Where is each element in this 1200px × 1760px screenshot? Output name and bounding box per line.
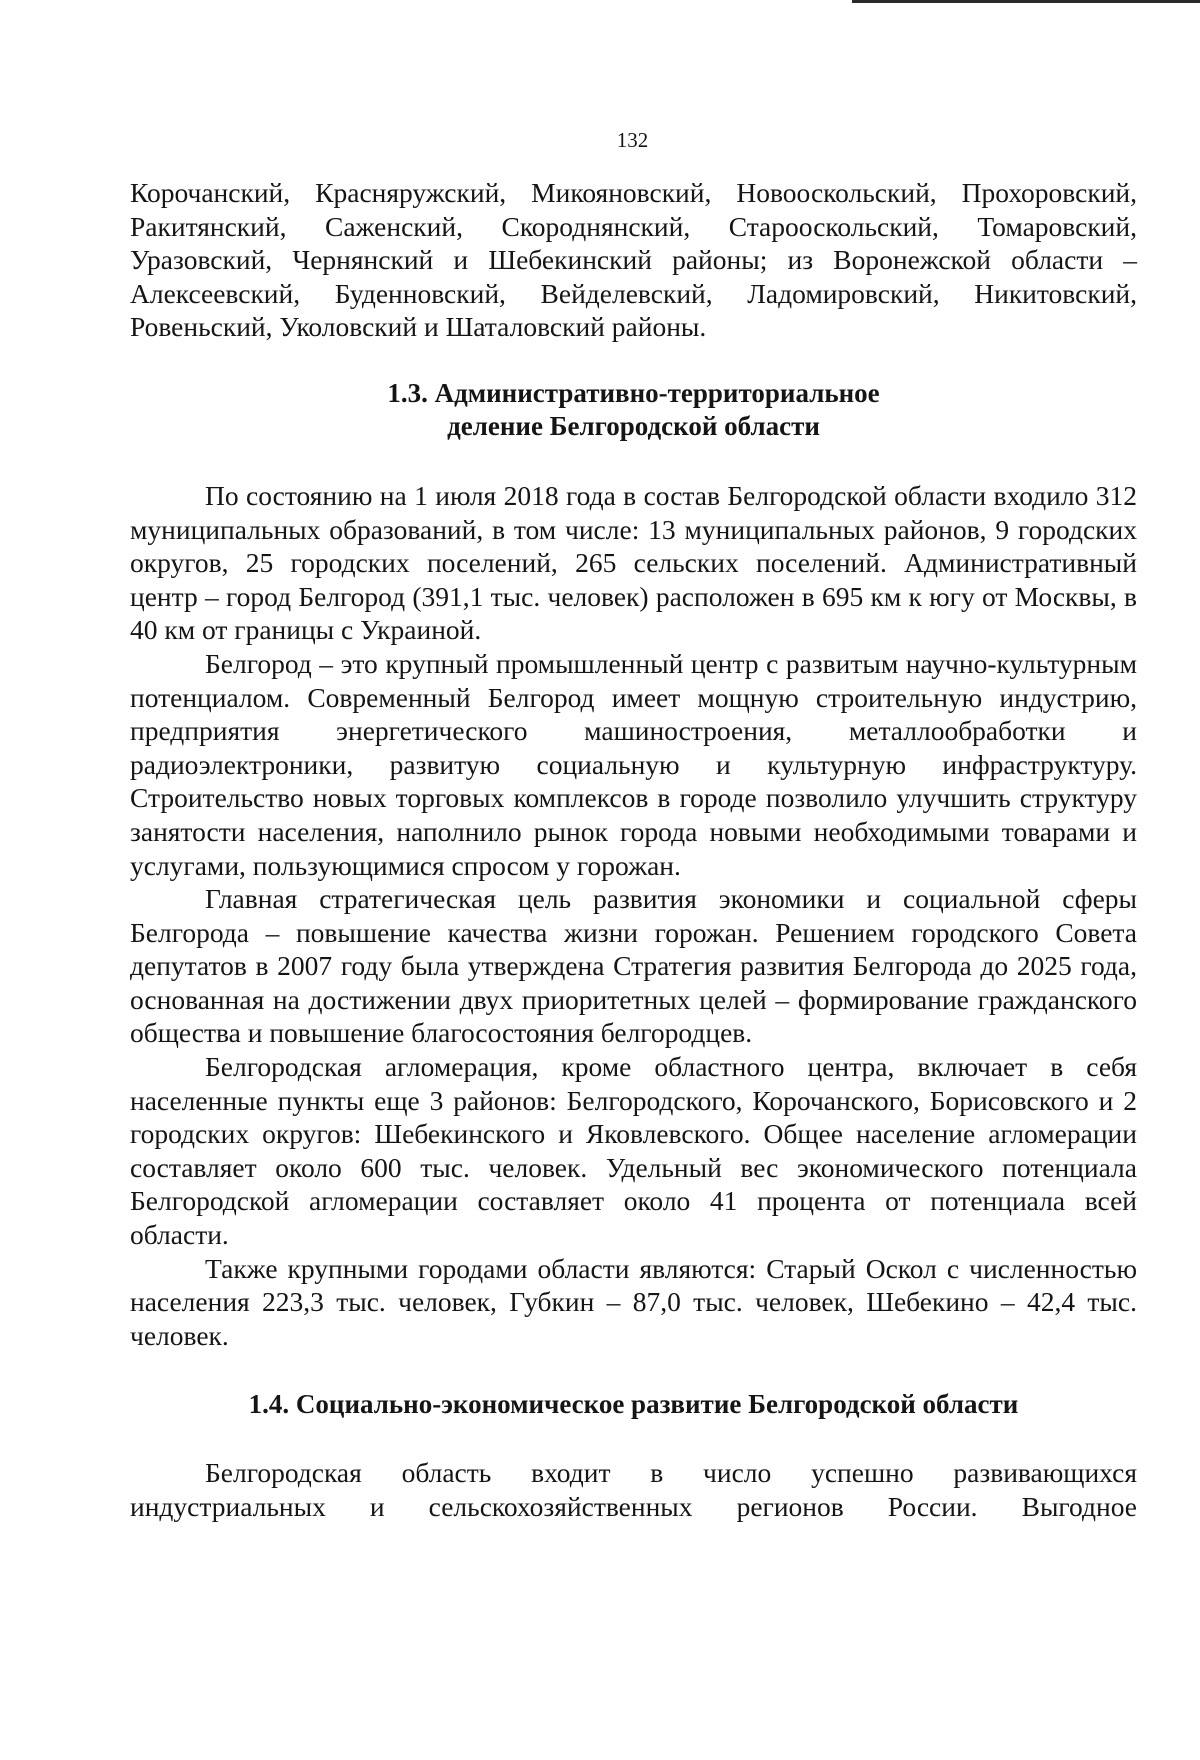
section-1-3-paragraph-5: Также крупными городами области являются: Старый Оскол с численностью населения 223,3 тыс. человек, Губкин – 87,0 тыс. человек, Шебекино – 42,4 тыс. человек. — [130, 1252, 1137, 1351]
section-1-3-title-line-1: 1.3. Административно-территориальное — [387, 377, 880, 408]
section-1-3-paragraph-4: Белгородская агломерация, кроме областного центра, включает в себя населенные пункты еще 3 районов: Белгородского, Корочанского, Борисовского и 2 городских округов: Шебекинского и Яковлевского. Общее население агломерации составляет около 600 тыс. человек. Удельный вес экономического потенциала Белгородской агломерации составляет около 41 процента от потенциала всей области. — [130, 1051, 1137, 1251]
section-1-3-title-line-2: деление Белгородской области — [447, 410, 820, 441]
section-1-3-paragraph-3: Главная стратегическая цель развития экономики и социальной сферы Белгорода – повышение качества жизни горожан. Решением городского Совета депутатов в 2007 году была утверждена Стратегия развития Белгорода до 2025 года, основанная на достижении двух приоритетных целей – формирование гражданского общества и повышение благосостояния белгородцев. — [130, 883, 1137, 1049]
section-1-4-heading: 1.4. Социально-экономическое развитие Белгородской области — [248, 1389, 1019, 1420]
section-1-3-paragraph-1: По состоянию на 1 июля 2018 года в состав Белгородской области входило 312 муниципальных образований, в том числе: 13 муниципальных районов, 9 городских округов, 25 городских поселений, 265 сельских поселений. Административный центр – город Белгород (391,1 тыс. человек) расположен в 695 км к югу от Москвы, в 40 км от границы с Украиной. — [130, 479, 1137, 646]
section-1-3-heading — [130, 377, 1137, 443]
section-1-3-paragraph-2: Белгород – это крупный промышленный центр с развитым научно-культурным потенциалом. Современный Белгород имеет мощную строительную индустрию, предприятия энергетического машиностроения, металлообработки и радиоэлектроники, развитую социальную и культурную инфраструктуру. Строительство новых торговых комплексов в городе позволило улучшить структуру занятости населения, наполнило рынок города новыми необходимыми товарами и услугами, пользующимися спросом у горожан. — [130, 647, 1137, 881]
section-1-4-paragraph-1: Белгородская область входит в число успешно развивающихся индустриальных и сельскохозяйственных регионов России. Выгодное — [130, 1457, 1137, 1522]
continued-paragraph: Корочанский, Красняружский, Микояновский, Новооскольский, Прохоровский, Ракитянский, Саженский, Скороднянский, Старооскольский, Томаровский, Уразовский, Чернянский и Шебекинский районы; из Воронежской области – Алексеевский, Буденновский, Вейделевский, Ладомировский, Никитовский, Ровеньский, Уколовский и Шаталовский районы. — [130, 177, 1137, 343]
top-edge-rule — [852, 0, 1200, 3]
document-body — [130, 176, 1137, 1524]
page-number: 132 — [616, 128, 649, 152]
